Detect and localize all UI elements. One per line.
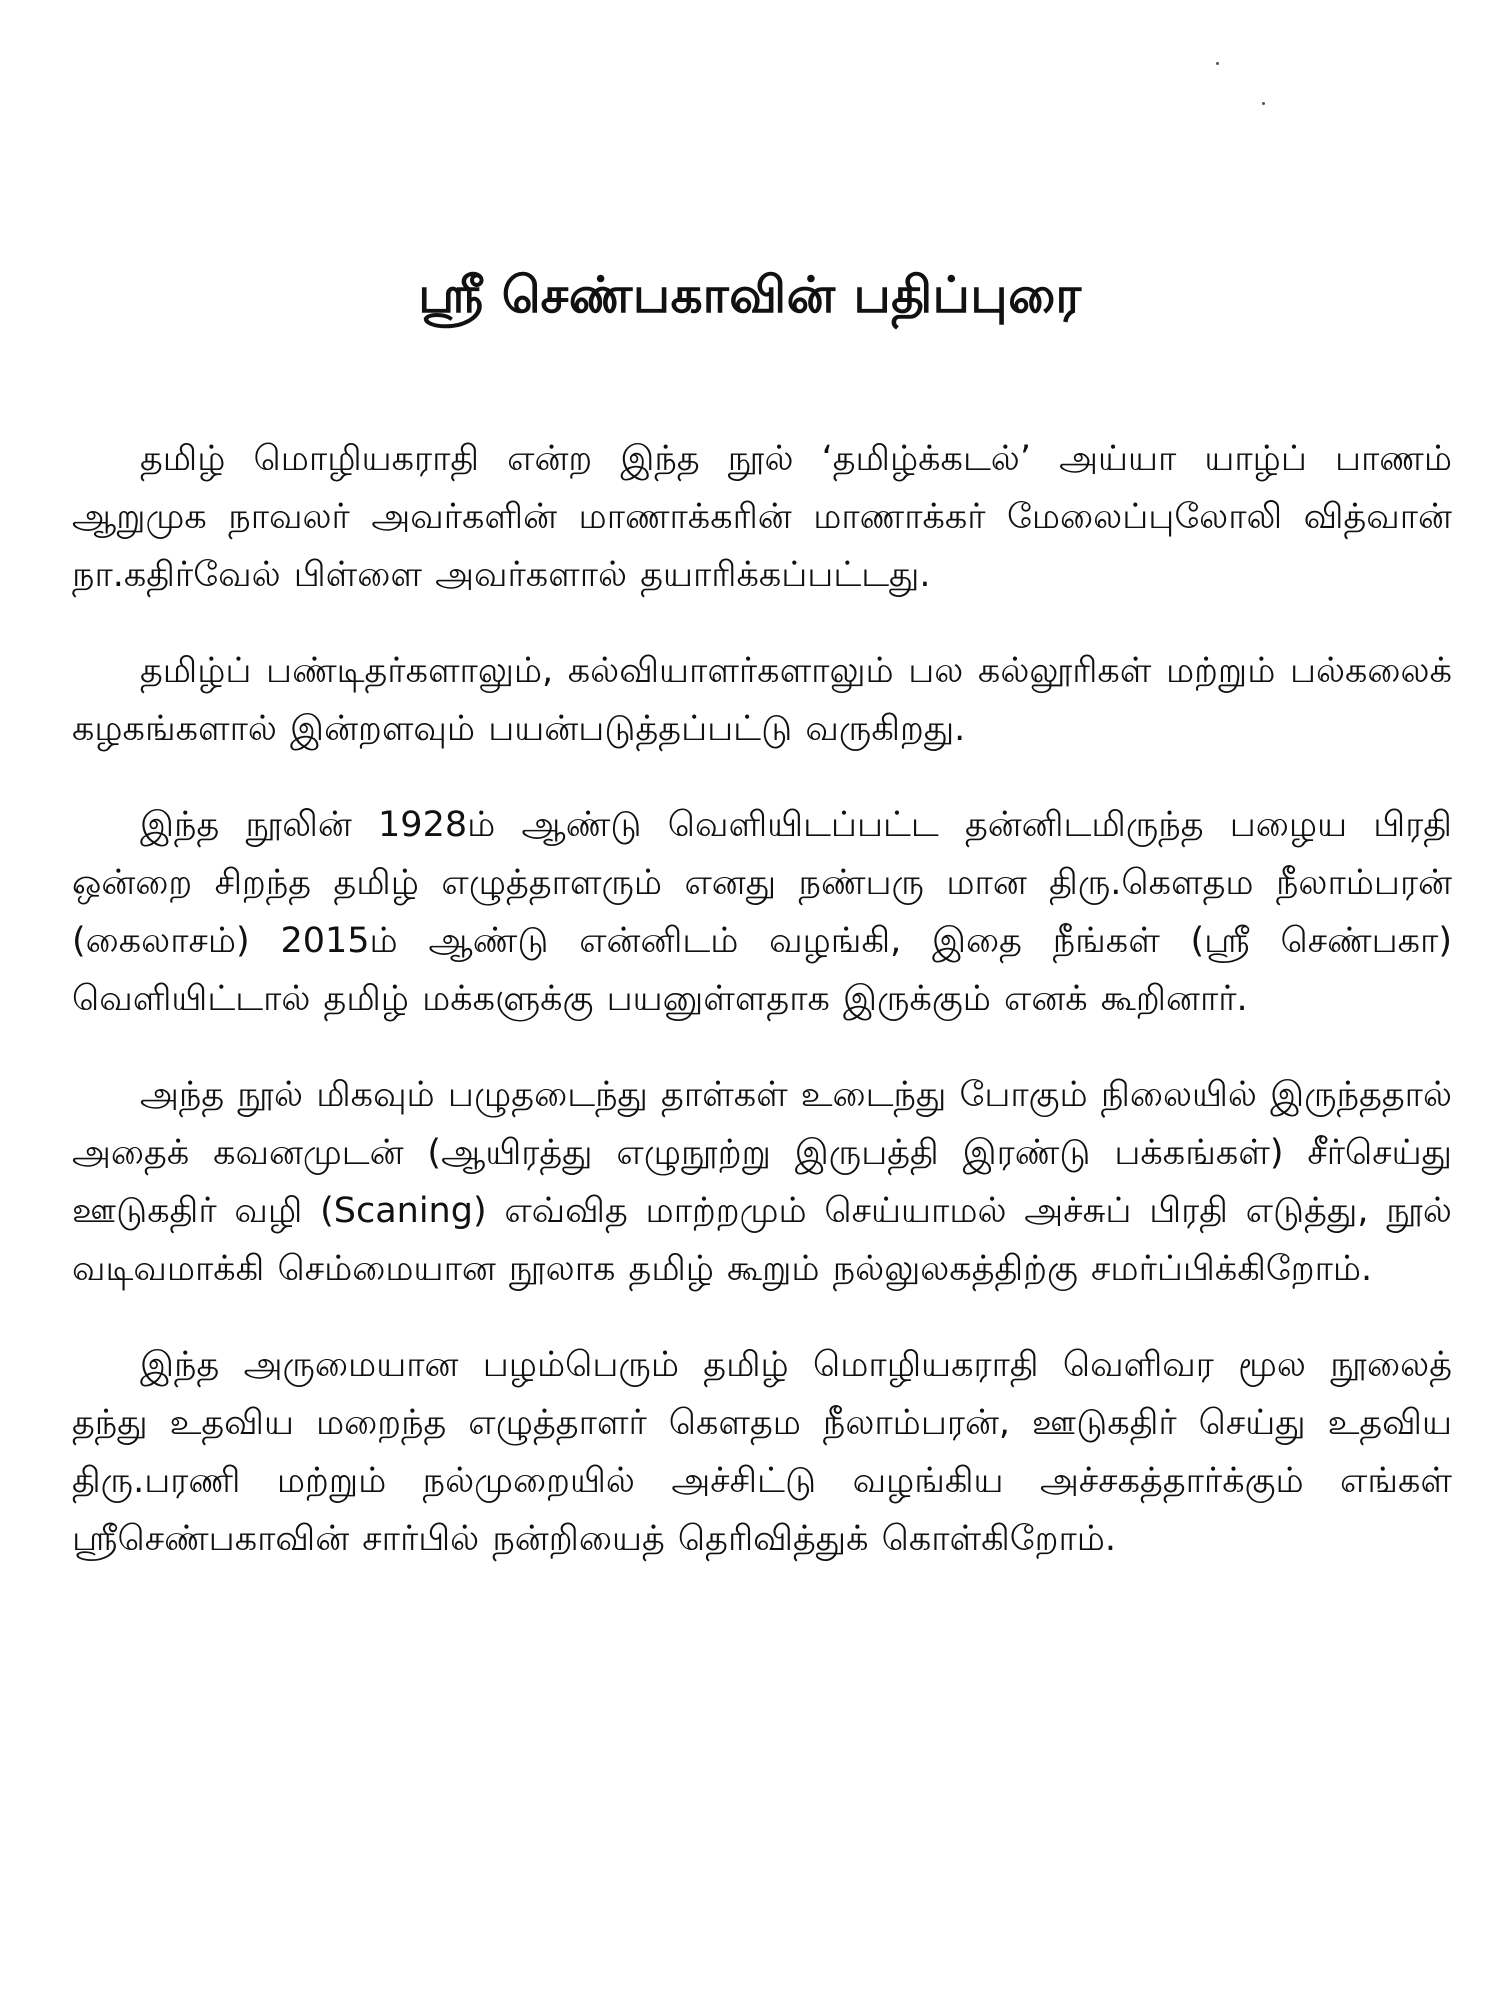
scan-speck [1262, 102, 1265, 105]
document-body [72, 430, 1452, 1606]
paragraph-2: தமிழ்ப் பண்டிதர்களாலும், கல்வியாளர்களாலும் பல கல்லூரிகள் மற்றும் பல்கலைக் கழகங்களால் இன்றளவும் பயன்படுத்தப்பட்டு வருகிறது. [72, 651, 1452, 749]
page-title: ஸ்ரீ செண்பகாவின் பதிப்புரை [418, 266, 1082, 324]
paragraph-5: இந்த அருமையான பழம்பெரும் தமிழ் மொழியகராதி வெளிவர மூல நூலைத் தந்து உதவிய மறைந்த எழுத்தாளர் கௌதம நீலாம்பரன், ஊடுகதிர் செய்து உதவிய திரு.பரணி மற்றும் நல்முறையில் அச்சிட்டு வழங்கிய அச்சகத்தார்க்கும் எங்கள் ஸ்ரீசெண்பகாவின் சார்பில் நன்றியைத் தெரிவித்துக் கொள்கிறோம். [72, 1345, 1452, 1559]
paragraph-3: இந்த நூலின் 1928ம் ஆண்டு வெளியிடப்பட்ட தன்னிடமிருந்த பழைய பிரதி ஒன்றை சிறந்த தமிழ் எழுத்தாளரும் எனது நண்பரு மான திரு.கௌதம நீலாம்பரன் (கைலாசம்) 2015ம் ஆண்டு என்னிடம் வழங்கி, இதை நீங்கள் (ஸ்ரீ செண்பகா) வெளியிட்டால் தமிழ் மக்களுக்கு பயனுள்ளதாக இருக்கும் எனக் கூறினார். [72, 805, 1452, 1019]
scan-speck [1216, 62, 1219, 65]
paragraph-4: அந்த நூல் மிகவும் பழுதடைந்து தாள்கள் உடைந்து போகும் நிலையில் இருந்ததால் அதைக் கவனமுடன் (ஆயிரத்து எழுநூற்று இருபத்தி இரண்டு பக்கங்கள்) சீர்செய்து ஊடுகதிர் வழி (Scaning) எவ்வித மாற்றமும் செய்யாமல் அச்சுப் பிரதி எடுத்து, நூல் வடிவமாக்கி செம்மையான நூலாக தமிழ் கூறும் நல்லுலகத்திற்கு சமர்ப்பிக்கிறோம். [72, 1075, 1452, 1289]
paragraph-1: தமிழ் மொழியகராதி என்ற இந்த நூல் ‘தமிழ்க்கடல்’ அய்யா யாழ்ப் பாணம் ஆறுமுக நாவலர் அவர்களின் மாணாக்கரின் மாணாக்கர் மேலைப்புலோலி வித்வான் நா.கதிர்வேல் பிள்ளை அவர்களால் தயாரிக்கப்பட்டது. [72, 439, 1452, 595]
